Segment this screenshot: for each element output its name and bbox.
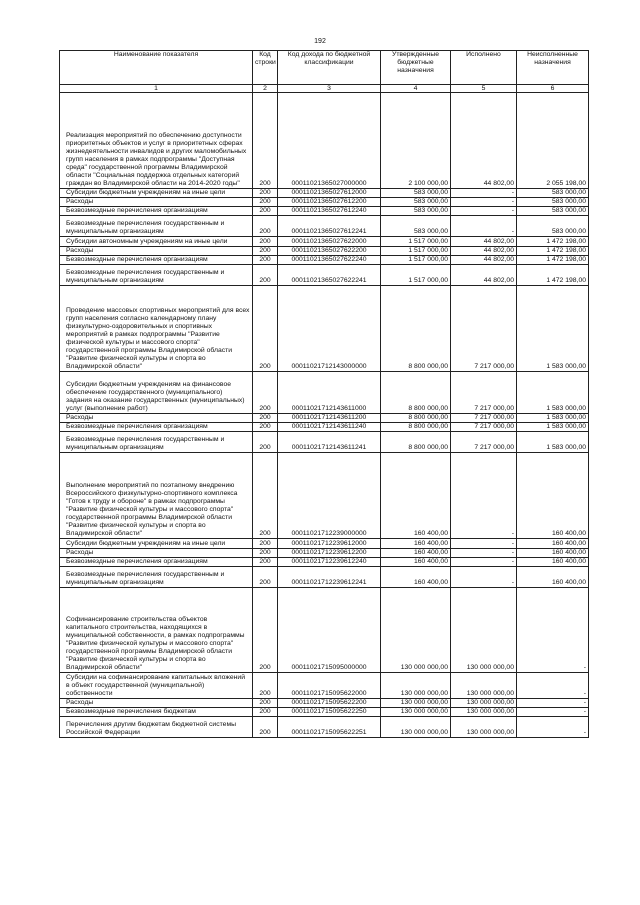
row-approved: 160 400,00 (381, 567, 451, 588)
row-code: 200 (253, 256, 278, 265)
row-name: Безвозмездные перечисления государственным и муниципальным организациям (60, 567, 253, 588)
row-executed: 44 802,00 (451, 265, 517, 286)
row-kbk: 00011021712239000000 (278, 453, 381, 539)
row-unexecuted: 1 583 000,00 (517, 286, 589, 372)
row-kbk: 00011021365027622200 (278, 247, 381, 256)
row-code: 200 (253, 717, 278, 738)
row-name: Безвозмездные перечисления организациям (60, 558, 253, 567)
row-name: Субсидии бюджетным учреждениям на финансовое обеспечение государственного (муниципального) задания на оказание государственных (муниципальных) услуг (выполнение работ) (60, 372, 253, 414)
row-code: 200 (253, 673, 278, 699)
row-name: Безвозмездные перечисления бюджетам (60, 708, 253, 717)
header-name: Наименование показателя (60, 51, 253, 85)
table-row (60, 265, 589, 286)
row-approved: 8 800 000,00 (381, 414, 451, 423)
table-row (60, 207, 589, 216)
column-number: 5 (451, 85, 517, 93)
column-number: 2 (253, 85, 278, 93)
row-executed: 130 000 000,00 (451, 717, 517, 738)
table-row (60, 189, 589, 198)
row-executed: 7 217 000,00 (451, 372, 517, 414)
row-unexecuted: 583 000,00 (517, 189, 589, 198)
row-approved: 160 400,00 (381, 558, 451, 567)
row-executed: - (451, 207, 517, 216)
row-approved: 160 400,00 (381, 453, 451, 539)
row-unexecuted: 160 400,00 (517, 453, 589, 539)
table-row (60, 286, 589, 372)
table-row (60, 708, 589, 717)
row-executed: 7 217 000,00 (451, 432, 517, 453)
row-code: 200 (253, 414, 278, 423)
row-code: 200 (253, 372, 278, 414)
row-kbk: 00011021365027612000 (278, 189, 381, 198)
row-unexecuted: 583 000,00 (517, 207, 589, 216)
row-approved: 583 000,00 (381, 189, 451, 198)
row-kbk: 00011021365027622000 (278, 237, 381, 247)
row-unexecuted: - (517, 717, 589, 738)
row-kbk: 00011021712143611241 (278, 432, 381, 453)
row-unexecuted: 1 472 198,00 (517, 265, 589, 286)
row-approved: 130 000 000,00 (381, 588, 451, 673)
row-approved: 160 400,00 (381, 549, 451, 558)
row-unexecuted: 583 000,00 (517, 216, 589, 237)
row-name: Безвозмездные перечисления организациям (60, 423, 253, 432)
row-name: Выполнение мероприятий по поэтапному внедрению Всероссийского физкультурно-спортивного комплекса "Готов к труду и обороне" в рамках подпрограммы "Развитие физической культуры и массового спорта" государственной программы Владимирской области "Развитие физической культуры и спорта во Владимирской области" (60, 453, 253, 539)
row-code: 200 (253, 588, 278, 673)
table-row (60, 673, 589, 699)
row-executed: 7 217 000,00 (451, 286, 517, 372)
row-code: 200 (253, 198, 278, 207)
row-unexecuted: 160 400,00 (517, 549, 589, 558)
row-kbk: 00011021712143611240 (278, 423, 381, 432)
row-kbk: 00011021365027000000 (278, 93, 381, 189)
row-unexecuted: - (517, 673, 589, 699)
row-unexecuted: 1 472 198,00 (517, 247, 589, 256)
row-unexecuted: 2 055 198,00 (517, 93, 589, 189)
column-number: 1 (60, 85, 253, 93)
table-row (60, 423, 589, 432)
row-unexecuted: 1 583 000,00 (517, 423, 589, 432)
row-unexecuted: - (517, 708, 589, 717)
row-name: Субсидии бюджетным учреждениям на иные цели (60, 189, 253, 198)
table-row (60, 216, 589, 237)
row-code: 200 (253, 549, 278, 558)
row-name: Безвозмездные перечисления государственным и муниципальным организациям (60, 432, 253, 453)
row-approved: 583 000,00 (381, 216, 451, 237)
table-row (60, 372, 589, 414)
table-body (60, 93, 589, 738)
table-row (60, 237, 589, 247)
row-unexecuted: 160 400,00 (517, 567, 589, 588)
table-row (60, 256, 589, 265)
row-name: Безвозмездные перечисления государственным и муниципальным организациям (60, 265, 253, 286)
row-kbk: 00011021712143611000 (278, 372, 381, 414)
table-row (60, 588, 589, 673)
header-unexecuted: Неисполненные назначения (517, 51, 589, 85)
row-unexecuted: 583 000,00 (517, 198, 589, 207)
table-row (60, 717, 589, 738)
table-row (60, 567, 589, 588)
row-kbk: 00011021365027612200 (278, 198, 381, 207)
row-executed: 44 802,00 (451, 237, 517, 247)
row-name: Безвозмездные перечисления государственным и муниципальным организациям (60, 216, 253, 237)
row-name: Реализация мероприятий по обеспечению доступности приоритетных объектов и услуг в приоритетных сферах жизнедеятельности инвалидов и других маломобильных групп населения в рамках подпрограммы "Доступная среда" государственной программы Владимирской области "Социальная поддержка отдельных категорий граждан во Владимирской области на 2014-2020 годы" (60, 93, 253, 189)
table-row (60, 539, 589, 549)
header-approved: Утвержденные бюджетные назначения (381, 51, 451, 85)
row-approved: 130 000 000,00 (381, 699, 451, 708)
row-unexecuted: 1 472 198,00 (517, 237, 589, 247)
row-code: 200 (253, 93, 278, 189)
row-executed: - (451, 198, 517, 207)
table-row (60, 453, 589, 539)
row-unexecuted: 1 583 000,00 (517, 432, 589, 453)
row-approved: 130 000 000,00 (381, 673, 451, 699)
row-executed: 130 000 000,00 (451, 708, 517, 717)
header-kbk: Код дохода по бюджетной классификации (278, 51, 381, 85)
row-kbk: 00011021715095000000 (278, 588, 381, 673)
row-approved: 583 000,00 (381, 198, 451, 207)
row-code: 200 (253, 699, 278, 708)
row-executed: 130 000 000,00 (451, 673, 517, 699)
page-number: 192 (314, 38, 326, 45)
row-code: 200 (253, 432, 278, 453)
row-executed: 130 000 000,00 (451, 588, 517, 673)
row-code: 200 (253, 453, 278, 539)
budget-execution-table (59, 50, 589, 738)
row-approved: 1 517 000,00 (381, 247, 451, 256)
row-unexecuted: - (517, 588, 589, 673)
row-name: Расходы (60, 549, 253, 558)
table-row (60, 414, 589, 423)
table-row (60, 247, 589, 256)
row-kbk: 00011021365027612241 (278, 216, 381, 237)
row-approved: 130 000 000,00 (381, 708, 451, 717)
row-unexecuted: 1 472 198,00 (517, 256, 589, 265)
column-number: 4 (381, 85, 451, 93)
table-row (60, 198, 589, 207)
row-approved: 583 000,00 (381, 207, 451, 216)
row-name: Софинансирование строительства объектов капитального строительства, находящихся в муниципальной собственности, в рамках подпрограммы "Развитие физической культуры и массового спорта" государственной программы Владимирской области "Развитие физической культуры и спорта во Владимирской области" (60, 588, 253, 673)
row-kbk: 00011021365027612240 (278, 207, 381, 216)
row-name: Расходы (60, 414, 253, 423)
table-row (60, 558, 589, 567)
row-name: Расходы (60, 247, 253, 256)
table-row (60, 93, 589, 189)
row-name: Безвозмездные перечисления организациям (60, 256, 253, 265)
row-executed: 44 802,00 (451, 247, 517, 256)
row-code: 200 (253, 567, 278, 588)
column-number-row (60, 85, 589, 93)
row-executed: - (451, 453, 517, 539)
row-name: Перечисления другим бюджетам бюджетной системы Российской Федерации (60, 717, 253, 738)
row-executed: 130 000 000,00 (451, 699, 517, 708)
row-code: 200 (253, 265, 278, 286)
row-name: Проведение массовых спортивных мероприятий для всех групп населения согласно календарному плану физкультурно-оздоровительных и спортивных мероприятий в рамках подпрограммы "Развитие физической культуры и массового спорта" государственной программы Владимирской области "Развитие физической культуры и спорта во Владимирской области" (60, 286, 253, 372)
row-code: 200 (253, 237, 278, 247)
row-executed: 44 802,00 (451, 256, 517, 265)
row-kbk: 00011021715095622000 (278, 673, 381, 699)
row-unexecuted: 1 583 000,00 (517, 372, 589, 414)
row-name: Безвозмездные перечисления организациям (60, 207, 253, 216)
row-kbk: 00011021712239612200 (278, 549, 381, 558)
header-executed: Исполнено (451, 51, 517, 85)
row-approved: 8 800 000,00 (381, 286, 451, 372)
row-kbk: 00011021712239612000 (278, 539, 381, 549)
row-executed: - (451, 216, 517, 237)
row-code: 200 (253, 558, 278, 567)
row-approved: 1 517 000,00 (381, 265, 451, 286)
row-executed: 44 802,00 (451, 93, 517, 189)
row-kbk: 00011021712143611200 (278, 414, 381, 423)
row-executed: - (451, 549, 517, 558)
row-name: Расходы (60, 198, 253, 207)
row-kbk: 00011021365027622240 (278, 256, 381, 265)
row-code: 200 (253, 286, 278, 372)
header-code: Код строки (253, 51, 278, 85)
row-approved: 8 800 000,00 (381, 432, 451, 453)
row-approved: 160 400,00 (381, 539, 451, 549)
row-unexecuted: 160 400,00 (517, 539, 589, 549)
table-row (60, 549, 589, 558)
row-executed: - (451, 567, 517, 588)
column-number: 6 (517, 85, 589, 93)
row-unexecuted: 160 400,00 (517, 558, 589, 567)
row-unexecuted: 1 583 000,00 (517, 414, 589, 423)
row-code: 200 (253, 539, 278, 549)
row-code: 200 (253, 708, 278, 717)
row-code: 200 (253, 216, 278, 237)
table-row (60, 432, 589, 453)
row-code: 200 (253, 207, 278, 216)
row-kbk: 00011021712143000000 (278, 286, 381, 372)
row-code: 200 (253, 423, 278, 432)
row-name: Расходы (60, 699, 253, 708)
row-executed: 7 217 000,00 (451, 423, 517, 432)
row-approved: 8 800 000,00 (381, 372, 451, 414)
table-row (60, 699, 589, 708)
row-kbk: 00011021715095622250 (278, 708, 381, 717)
row-executed: - (451, 189, 517, 198)
row-approved: 2 100 000,00 (381, 93, 451, 189)
row-approved: 130 000 000,00 (381, 717, 451, 738)
row-approved: 1 517 000,00 (381, 256, 451, 265)
row-kbk: 00011021715095622200 (278, 699, 381, 708)
row-code: 200 (253, 189, 278, 198)
row-kbk: 00011021712239612240 (278, 558, 381, 567)
row-kbk: 00011021715095622251 (278, 717, 381, 738)
row-name: Субсидии автономным учреждениям на иные цели (60, 237, 253, 247)
row-code: 200 (253, 247, 278, 256)
row-kbk: 00011021365027622241 (278, 265, 381, 286)
row-approved: 1 517 000,00 (381, 237, 451, 247)
column-number: 3 (278, 85, 381, 93)
row-kbk: 00011021712239612241 (278, 567, 381, 588)
row-approved: 8 800 000,00 (381, 423, 451, 432)
row-executed: - (451, 558, 517, 567)
row-executed: 7 217 000,00 (451, 414, 517, 423)
table-header-row (60, 51, 589, 85)
row-executed: - (451, 539, 517, 549)
row-name: Субсидии бюджетным учреждениям на иные цели (60, 539, 253, 549)
row-name: Субсидии на софинансирование капитальных вложений в объект государственной (муниципальной) собственности (60, 673, 253, 699)
row-unexecuted: - (517, 699, 589, 708)
